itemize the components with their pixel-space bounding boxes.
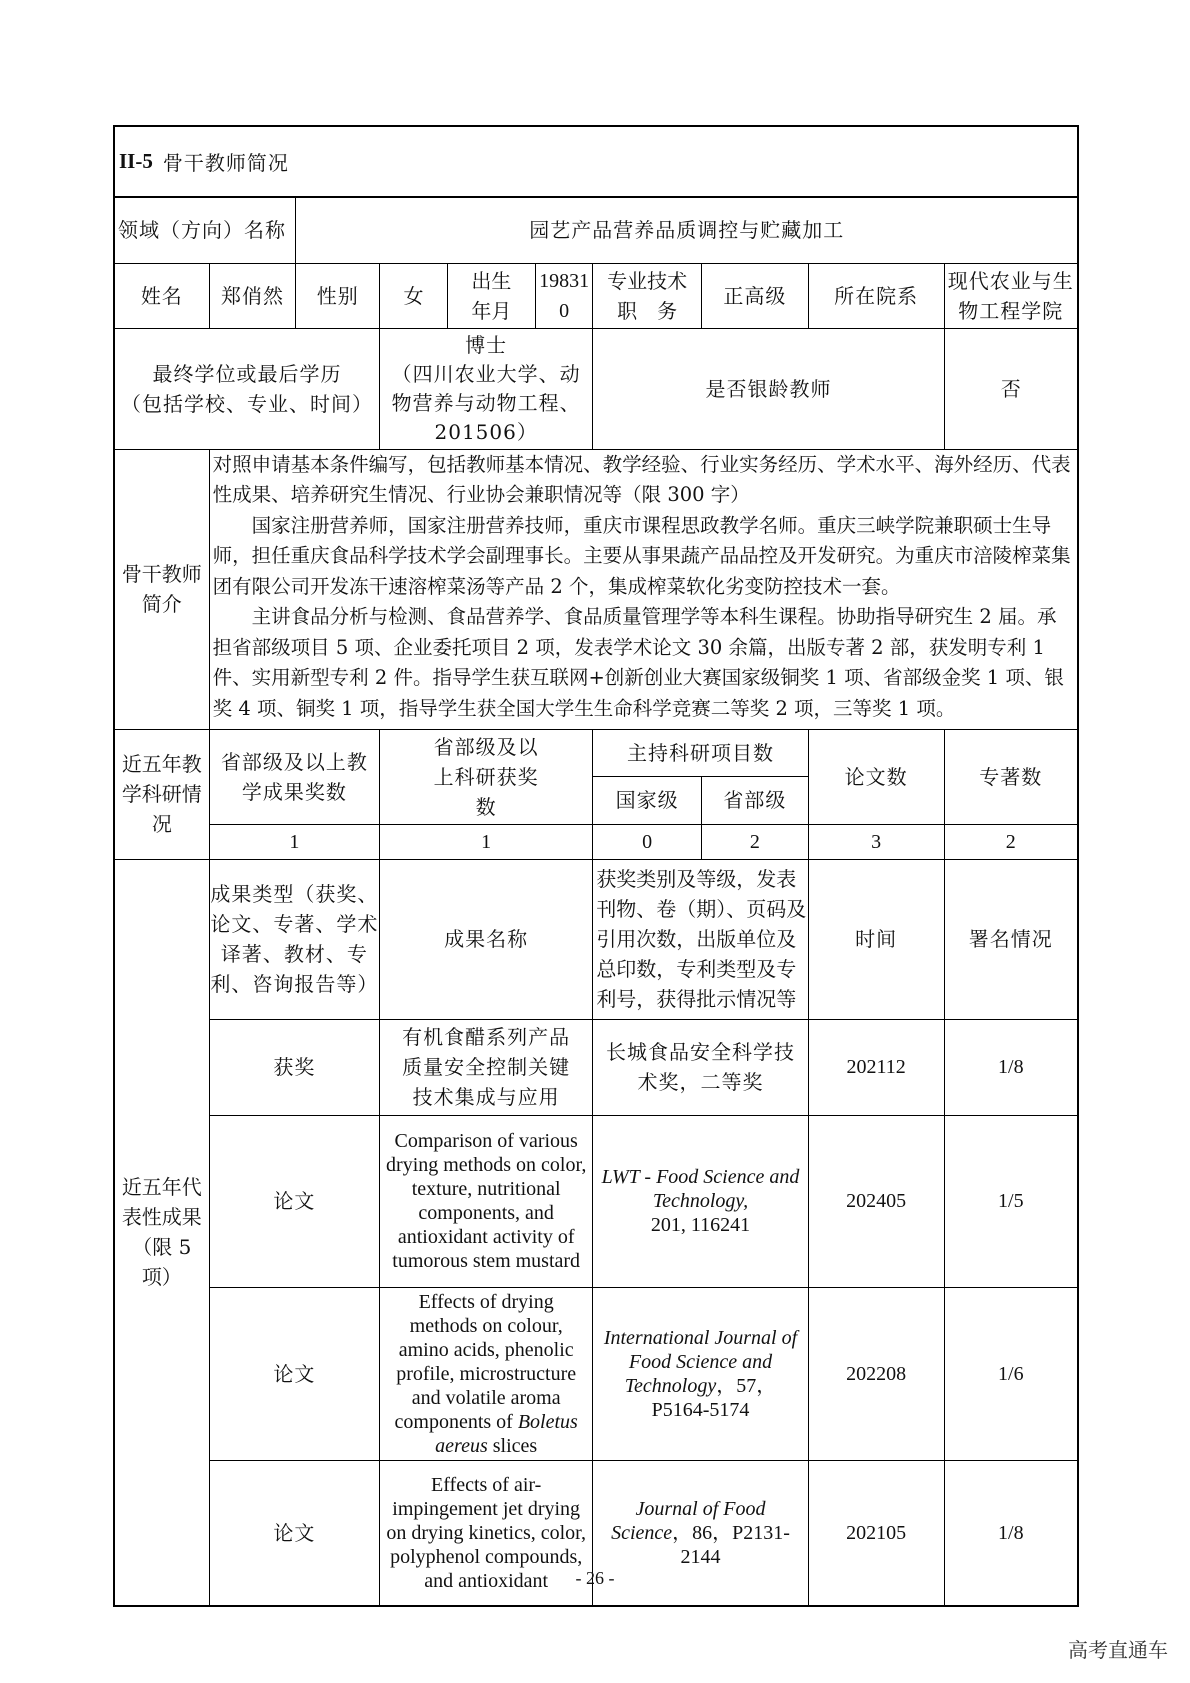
achievement-row — [114, 1019, 1078, 1115]
achievement-sign: 1/6 — [944, 1287, 1078, 1460]
intro-text — [209, 449, 1078, 729]
basic-info-row — [114, 263, 1078, 328]
achievement-type: 论文 — [209, 1287, 379, 1460]
achievement-name: Comparison of various drying methods on color, texture, nutritional components, and antioxidant activity of tumorous stem mustard — [380, 1115, 593, 1287]
achievements-label: 近五年代表性成果（限 5 项） — [114, 859, 209, 1606]
degree-value-line2: （四川农业大学、动物营养与动物工程、201506） — [391, 361, 581, 444]
intro-paragraph-1: 国家注册营养师，国家注册营养技师，重庆市课程思政教学名师。重庆三峡学院兼职硕士生导师，担任重庆食品科学技术学会副理事长。主要从事果蔬产品品控及开发研究。为重庆市涪陵榨菜集团有限公司开发冻干速溶榨菜汤等产品 2 个，集成榨菜软化劣变防控技术一套。 — [212, 513, 1071, 598]
intro-label: 骨干教师简介 — [114, 449, 209, 729]
stats-header-row — [114, 729, 1078, 777]
stats-teaching-value: 1 — [209, 824, 379, 859]
achievement-detail — [593, 1115, 808, 1287]
field-value: 园艺产品营养品质调控与贮藏加工 — [296, 197, 1078, 263]
stats-provincial-value: 2 — [702, 824, 809, 859]
achievement-time: 202105 — [808, 1460, 944, 1606]
achievement-row — [114, 1115, 1078, 1287]
achievement-sign: 1/5 — [944, 1115, 1078, 1287]
achievement-name-tail: slices — [492, 1434, 538, 1457]
stats-national-header: 国家级 — [593, 777, 702, 825]
stats-projects-header: 主持科研项目数 — [593, 729, 808, 777]
achievements-time-header: 时间 — [808, 859, 944, 1019]
birth-label-line2: 年月 — [471, 298, 512, 323]
gender-value: 女 — [380, 263, 448, 328]
title-label — [593, 263, 702, 328]
gender-label: 性别 — [296, 263, 380, 328]
field-row — [114, 197, 1078, 263]
achievement-row — [114, 1287, 1078, 1460]
section-code: II-5 — [119, 149, 153, 173]
section-header — [113, 125, 1079, 196]
achievement-journal: LWT - Food Science and Technology, — [601, 1166, 800, 1212]
degree-label-line1: 最终学位或最后学历 — [152, 361, 342, 386]
achievement-detail — [593, 1287, 808, 1460]
silver-value: 否 — [944, 328, 1078, 449]
achievement-name-species: Boletus aereus — [435, 1410, 578, 1457]
achievements-type-header: 成果类型（获奖、论文、专著、学术译著、教材、专利、咨询报告等） — [209, 859, 379, 1019]
achievement-detail: 长城食品安全科学技术奖，二等奖 — [593, 1019, 808, 1115]
achievements-header-row — [114, 859, 1078, 1019]
dept-value: 现代农业与生物工程学院 — [944, 263, 1078, 328]
section-title: 骨干教师简况 — [162, 151, 289, 175]
intro-instruction: 对照申请基本条件编写，包括教师基本情况、教学经验、行业实务经历、学术水平、海外经历、代表性成果、培养研究生情况、行业协会兼职情况等（限 300 字） — [212, 452, 1071, 506]
title-value: 正高级 — [702, 263, 809, 328]
achievements-name-header: 成果名称 — [380, 859, 593, 1019]
achievement-type: 获奖 — [209, 1019, 379, 1115]
stats-books-value: 2 — [944, 824, 1078, 859]
birth-label-line1: 出生 — [471, 268, 512, 293]
degree-label-line2: （包括学校、专业、时间） — [121, 391, 374, 416]
name-label: 姓名 — [114, 263, 209, 328]
achievement-journal: International Journal of Food Science and Technology — [603, 1326, 798, 1397]
stats-values-row — [114, 824, 1078, 859]
achievement-sign: 1/8 — [944, 1460, 1078, 1606]
achievement-volume: ，57，P5164-5174 — [651, 1374, 777, 1421]
achievement-name: 有机食醋系列产品质量安全控制关键技术集成与应用 — [380, 1019, 593, 1115]
silver-label: 是否银龄教师 — [593, 328, 944, 449]
birth-value: 198310 — [535, 263, 593, 328]
achievement-name: Effects of air-impingement jet drying on drying kinetics, color, polyphenol compounds, and antioxidant — [380, 1460, 593, 1606]
stats-teaching-header: 省部级及以上教学成果奖数 — [209, 729, 379, 824]
stats-label: 近五年教学科研情况 — [114, 729, 209, 859]
title-label-line1: 专业技术 — [607, 268, 688, 293]
achievement-sign: 1/8 — [944, 1019, 1078, 1115]
stats-national-value: 0 — [593, 824, 702, 859]
achievement-time: 202405 — [808, 1115, 944, 1287]
stats-provincial-header: 省部级 — [702, 777, 809, 825]
achievement-time: 202112 — [808, 1019, 944, 1115]
degree-value-line1: 博士 — [465, 332, 508, 357]
stats-research-header: 省部级及以上科研获奖数 — [380, 729, 593, 824]
degree-value — [380, 328, 593, 449]
achievements-sign-header: 署名情况 — [944, 859, 1078, 1019]
achievement-volume: 201, 116241 — [650, 1214, 751, 1236]
stats-books-header: 专著数 — [944, 729, 1078, 824]
achievement-type: 论文 — [209, 1115, 379, 1287]
achievement-name-head: Effects of drying methods on colour, amino acids, phenolic profile, microstructure and volatile aroma components of — [394, 1290, 577, 1433]
page-number: - 26 - — [575, 1568, 615, 1588]
intro-paragraph-2: 主讲食品分析与检测、食品营养学、食品质量管理学等本科生课程。协助指导研究生 2 届。承担省部级项目 5 项、企业委托项目 2 项，发表学术论文 30 余篇，出版专著 2 部，获发明专利 1 件、实用新型专利 2 件。指导学生获互联网+创新创业大赛国家级铜奖 1 项、省部级金奖 1 项、银奖 4 项、铜奖 1 项，指导学生获全国大学生生命科学竞赛二等奖 2 项，三等奖 1 项。 — [212, 605, 1064, 720]
teacher-profile-table — [113, 196, 1079, 1607]
name-value: 郑俏然 — [209, 263, 296, 328]
stats-papers-header: 论文数 — [808, 729, 944, 824]
title-label-line2: 职 务 — [617, 298, 678, 323]
achievement-time: 202208 — [808, 1287, 944, 1460]
birth-label — [448, 263, 536, 328]
degree-label — [114, 328, 380, 449]
dept-label: 所在院系 — [808, 263, 944, 328]
field-label: 领域（方向）名称 — [114, 197, 296, 263]
achievement-type: 论文 — [209, 1460, 379, 1606]
achievement-journal: Journal of Food Science — [611, 1497, 766, 1544]
form-sheet — [113, 125, 1079, 1607]
stats-papers-value: 3 — [808, 824, 944, 859]
stats-research-value: 1 — [380, 824, 593, 859]
achievement-volume: ，86，P2131-2144 — [672, 1521, 790, 1568]
achievement-name — [380, 1287, 593, 1460]
intro-row — [114, 449, 1078, 729]
watermark-text: 高考直通车 — [1068, 1638, 1168, 1662]
degree-row — [114, 328, 1078, 449]
achievements-detail-header: 获奖类别及等级，发表刊物、卷（期）、页码及引用次数，出版单位及总印数，专利类型及专利号，获得批示情况等 — [593, 859, 808, 1019]
